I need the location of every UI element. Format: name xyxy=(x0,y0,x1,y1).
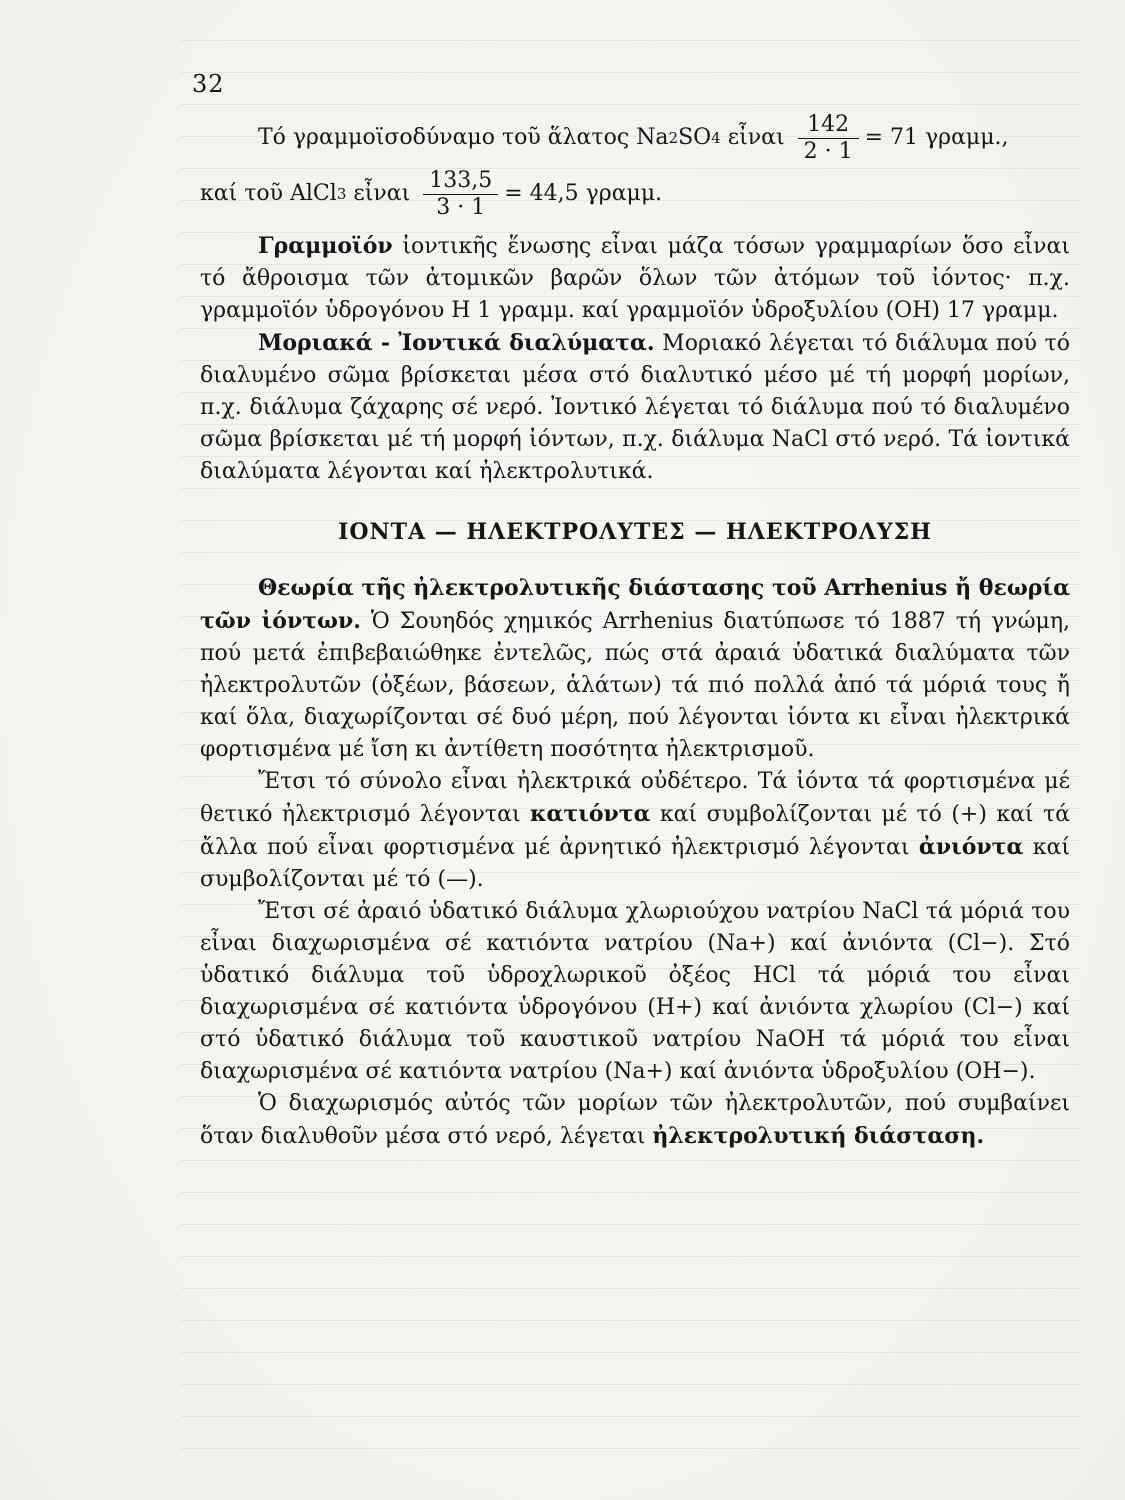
paragraph-text: Μοριακό λέγεται τό διάλυμα πού τό διαλυμένο σῶμα βρίσκεται μέσα στό διαλυτικό μέσο μέ τή μορφή μορίων, π.χ. διάλυμα ζάχαρης σέ νερό. Ἰοντικό λέγεται τό διάλυμα πού τό διαλυμένο σῶμα βρίσκεται μέ τή μορφή ἰόντων, π.χ. διάλυμα NaCl στό νερό. Τά ἰοντικά διαλύματα λέγονται καί ἠλεκτρολυτικά. xyxy=(200,331,1070,484)
term-dissociation: ἠλεκτρολυτική διάσταση. xyxy=(652,1123,985,1149)
formula-subscript: 4 xyxy=(711,129,721,147)
term-arrhenius: Θεωρία τῆς ἠλεκτρολυτικῆς διάστασης τοῦ Arrhenius ἤ θεωρία τῶν ἰόντων. xyxy=(200,575,1070,634)
paragraph-examples xyxy=(200,896,1070,1088)
term-cations: κατιόντα xyxy=(529,801,651,827)
paragraph-dissociation xyxy=(200,1088,1070,1153)
fraction-numerator: 133,5 xyxy=(423,168,498,195)
formula-text: SO xyxy=(678,125,712,150)
formula-na2so4 xyxy=(200,110,1070,166)
formula-text: εἶναι xyxy=(346,181,418,206)
fraction-numerator: 142 xyxy=(798,112,859,139)
paragraph-solutions xyxy=(200,327,1070,488)
paragraph-text: Ὁ Σουηδός χημικός Arrhenius διατύπωσε τό 1887 τή γνώμη, πού μετά ἐπιβεβαιώθηκε ἐντελῶς, πώς στά ἀραιά ὑδατικά διαλύματα τῶν ἠλεκτρολυτῶν (ὀξέων, βάσεων, ἁλάτων) τά πιό πολλά ἀπό τά μόριά τους ἤ καί ὅλα, διαχωρίζονται σέ δυό μέρη, πού λέγονται ἰόντα κι εἶναι ἠλεκτρικά φορτισμένα μέ ἴση κι ἀντίθετη ποσότητα ἠλεκτρισμοῦ. xyxy=(200,609,1071,762)
paragraph-text: Ἔτσι σέ ἀραιό ὑδατικό διάλυμα χλωριούχου νατρίου NaCl τά μόριά του εἶναι διαχωρισμένα σέ κατιόντα νατρίου (Na+) καί ἀνιόντα (Cl−). Στό ὑδατικό διάλυμα τοῦ ὑδροχλωρικοῦ ὀξέος HCl τά μόριά του εἶναι διαχωρισμένα σέ κατιόντα ὑδρογόνου (H+) καί ἀνιόντα χλωρίου (Cl−) καί στό ὑδατικό διάλυμα τοῦ καυστικοῦ νατρίου NaOH τά μόριά του εἶναι διαχωρισμένα σέ κατιόντα νατρίου (Na+) καί ἀνιόντα ὑδροξυλίου (OH−). xyxy=(200,899,1070,1084)
paragraph-text: ἰοντικῆς ἕνωσης εἶναι μάζα τόσων γραμμαρίων ὅσο εἶναι τό ἄθροισμα τῶν ἀτομικῶν βαρῶν ὅλων τῶν ἀτόμων τοῦ ἰόντος· π.χ. γραμμοϊόν ὑδρογόνου H 1 γραμμ. καί γραμμοϊόν ὑδροξυλίου (OH) 17 γραμμ. xyxy=(200,234,1070,323)
paragraph-text: Ἔτσι τό σύνολο εἶναι ἠλεκτρικά οὐδέτερο. Τά ἰόντα τά φορτισμένα μέ θετικό ἠλεκτρισμό λέγονται xyxy=(200,769,1070,827)
formula-result: = 71 γραμμ., xyxy=(864,125,1009,150)
formula-alcl3 xyxy=(200,166,1070,222)
paragraph-text: καί συμβολίζονται μέ τό (+) καί τά ἄλλα πού εἶναι φορτισμένα μέ ἀρνητικό ἠλεκτρισμό λέγονται xyxy=(200,802,1070,860)
paragraph-gramion xyxy=(200,230,1070,327)
formula-text: Τό γραμμοϊσοδύναμο τοῦ ἅλατος Na xyxy=(258,125,669,150)
paragraph-arrhenius xyxy=(200,572,1070,766)
fraction xyxy=(798,112,859,165)
formula-subscript: 2 xyxy=(668,129,679,147)
page-body xyxy=(200,110,1070,1153)
paragraph-ions xyxy=(200,766,1070,896)
formula-text: εἶναι xyxy=(720,125,792,150)
fraction xyxy=(423,168,498,221)
term-gramion: Γραμμοϊόν xyxy=(258,233,393,259)
formula-result: = 44,5 γραμμ. xyxy=(504,181,663,206)
paragraph-text: καί συμβολίζονται μέ τό (—). xyxy=(200,835,1070,892)
formula-text: καί τοῦ AlCl xyxy=(200,181,337,206)
paragraph-text: Ὁ διαχωρισμός αὐτός τῶν μορίων τῶν ἠλεκτρολυτῶν, πού συμβαίνει ὅταν διαλυθοῦν μέσα στό νερό, λέγεται xyxy=(200,1091,1070,1149)
term-anions: ἀνιόντα xyxy=(918,834,1024,860)
fraction-denominator: 2 · 1 xyxy=(803,138,853,164)
term-solutions: Μοριακά - Ἰοντικά διαλύματα. xyxy=(258,330,655,356)
page-number: 32 xyxy=(192,70,225,98)
section-heading: ΙΟΝΤΑ — ΗΛΕΚΤΡΟΛΥΤΕΣ — ΗΛΕΚΤΡΟΛΥΣΗ xyxy=(338,519,932,545)
fraction-denominator: 3 · 1 xyxy=(436,194,486,220)
formula-subscript: 3 xyxy=(336,185,347,203)
